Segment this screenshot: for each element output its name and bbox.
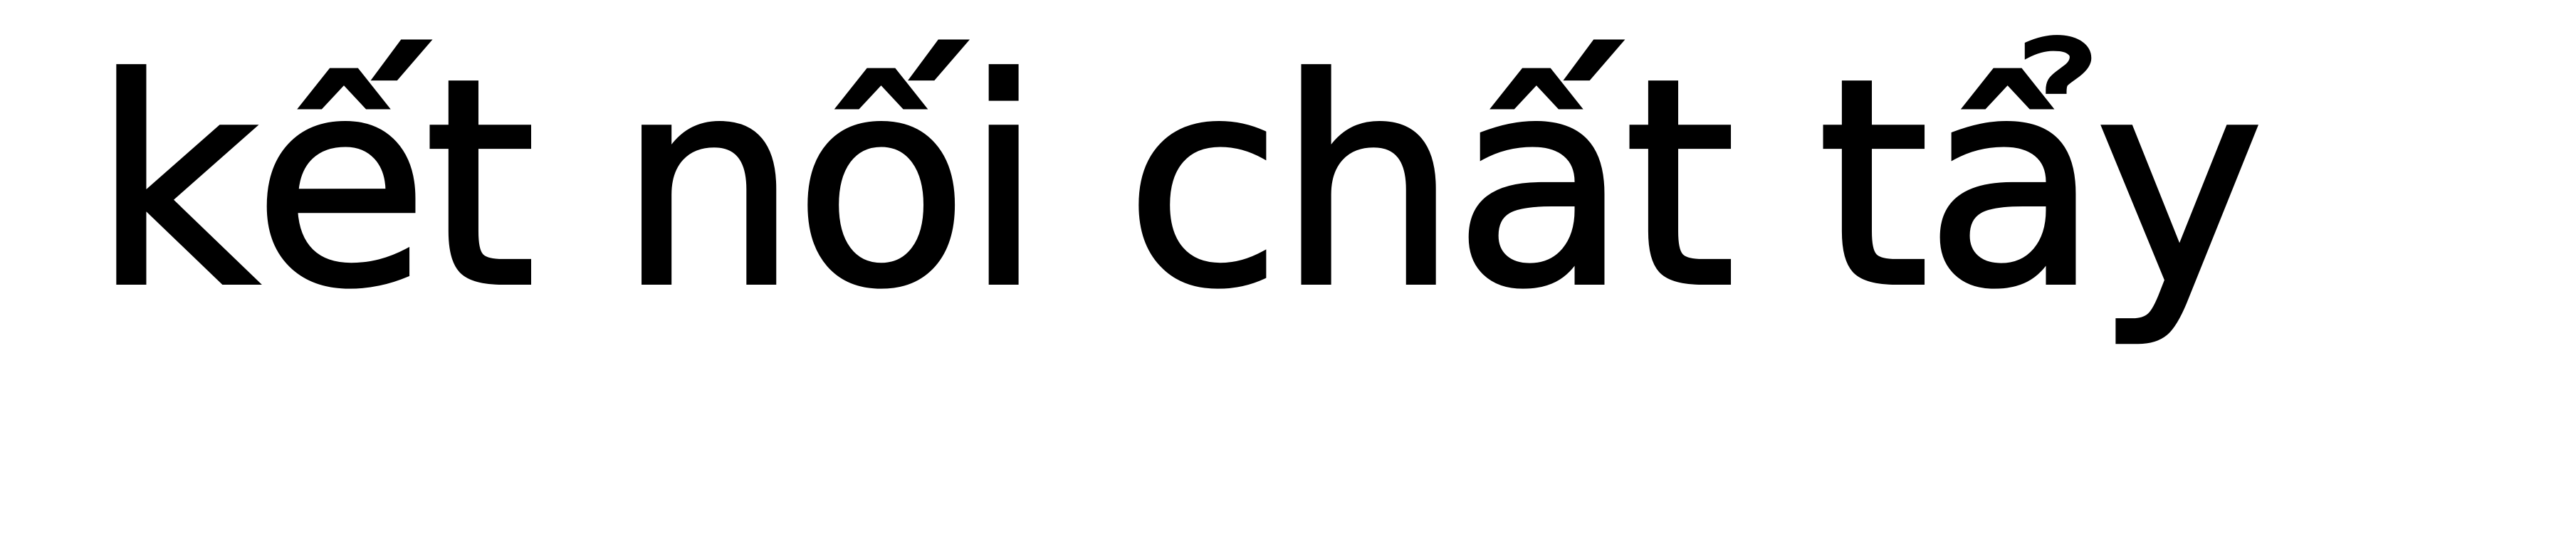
headline-text: kết nối chất tẩy [93, 19, 2260, 350]
